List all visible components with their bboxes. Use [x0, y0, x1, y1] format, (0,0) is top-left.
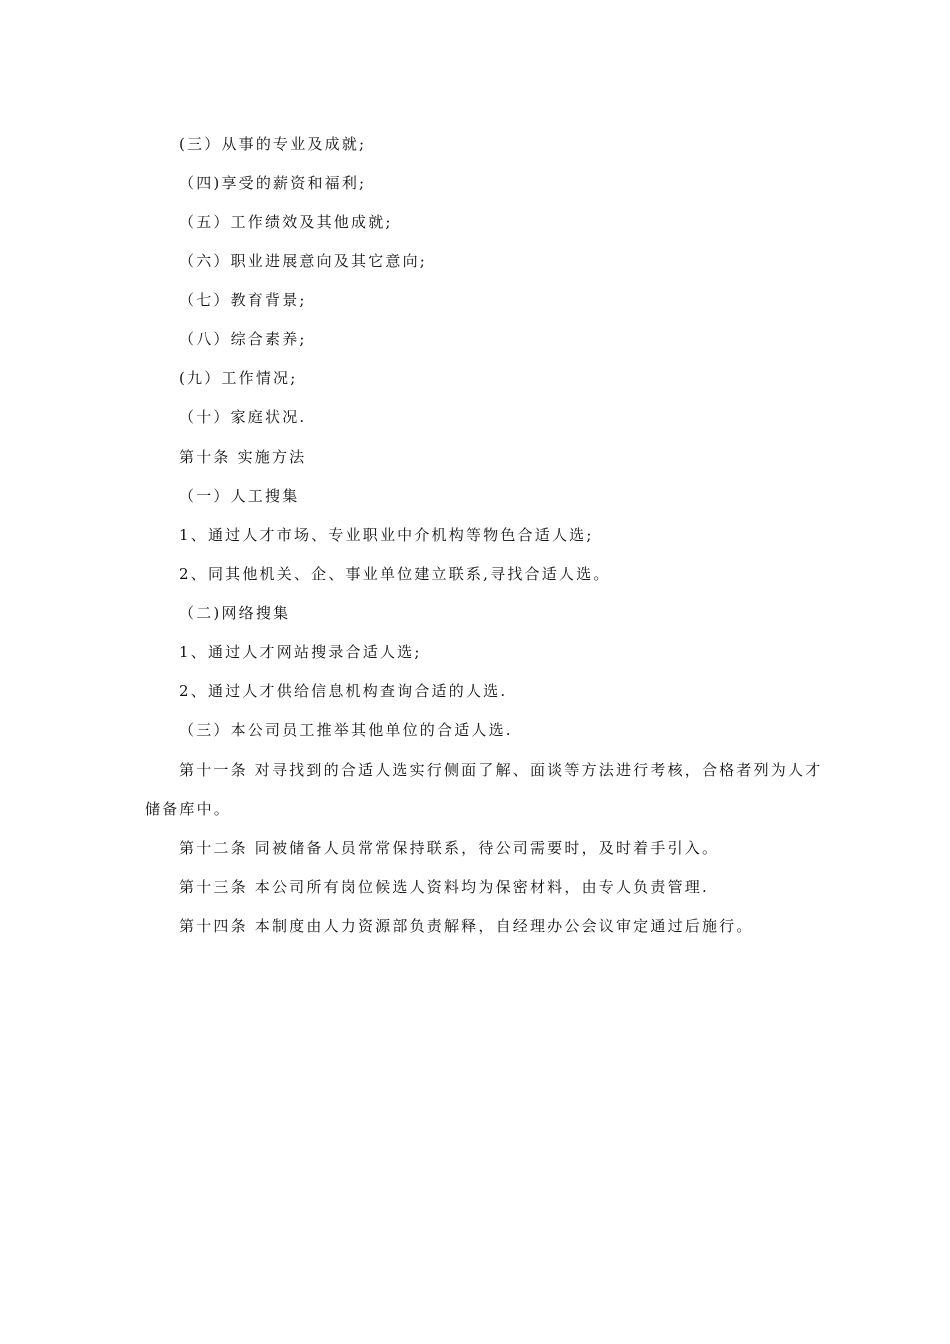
article-11-continued: 储备库中。 — [145, 800, 232, 818]
article-10-heading: 第十条 实施方法 — [179, 448, 307, 466]
section-employee-referral: （三）本公司员工推举其他单位的合适人选. — [179, 721, 513, 739]
article-13: 第十三条 本公司所有岗位候选人资料均为保密材料，由专人负责管理. — [179, 878, 709, 896]
network-item-2: 2、通过人才供给信息机构查询合适的人选. — [179, 682, 508, 700]
list-item-10: （十）家庭状况. — [179, 408, 307, 426]
article-11: 第十一条 对寻找到的合适人选实行侧面了解、面谈等方法进行考核，合格者列为人才 — [179, 761, 823, 779]
manual-item-1: 1、通过人才市场、专业职业中介机构等物色合适人选; — [179, 526, 594, 544]
list-item-4: （四)享受的薪资和福利; — [179, 174, 367, 192]
network-item-1: 1、通过人才网站搜录合适人选; — [179, 643, 422, 661]
list-item-9: (九）工作情况; — [179, 369, 298, 387]
list-item-5: （五）工作绩效及其他成就; — [179, 213, 393, 231]
article-12: 第十二条 同被储备人员常常保持联系，待公司需要时，及时着手引入。 — [179, 839, 720, 857]
list-item-6: （六）职业进展意向及其它意向; — [179, 252, 428, 270]
article-14: 第十四条 本制度由人力资源部负责解释，自经理办公会议审定通过后施行。 — [179, 917, 754, 935]
list-item-3: (三）从事的专业及成就; — [179, 135, 367, 153]
section-network-collection: （二)网络搜集 — [179, 604, 291, 622]
manual-item-2: 2、同其他机关、企、事业单位建立联系,寻找合适人选。 — [179, 565, 611, 583]
section-manual-collection: （一）人工搜集 — [179, 487, 300, 505]
list-item-8: （八）综合素养; — [179, 330, 307, 348]
list-item-7: （七）教育背景; — [179, 291, 307, 309]
